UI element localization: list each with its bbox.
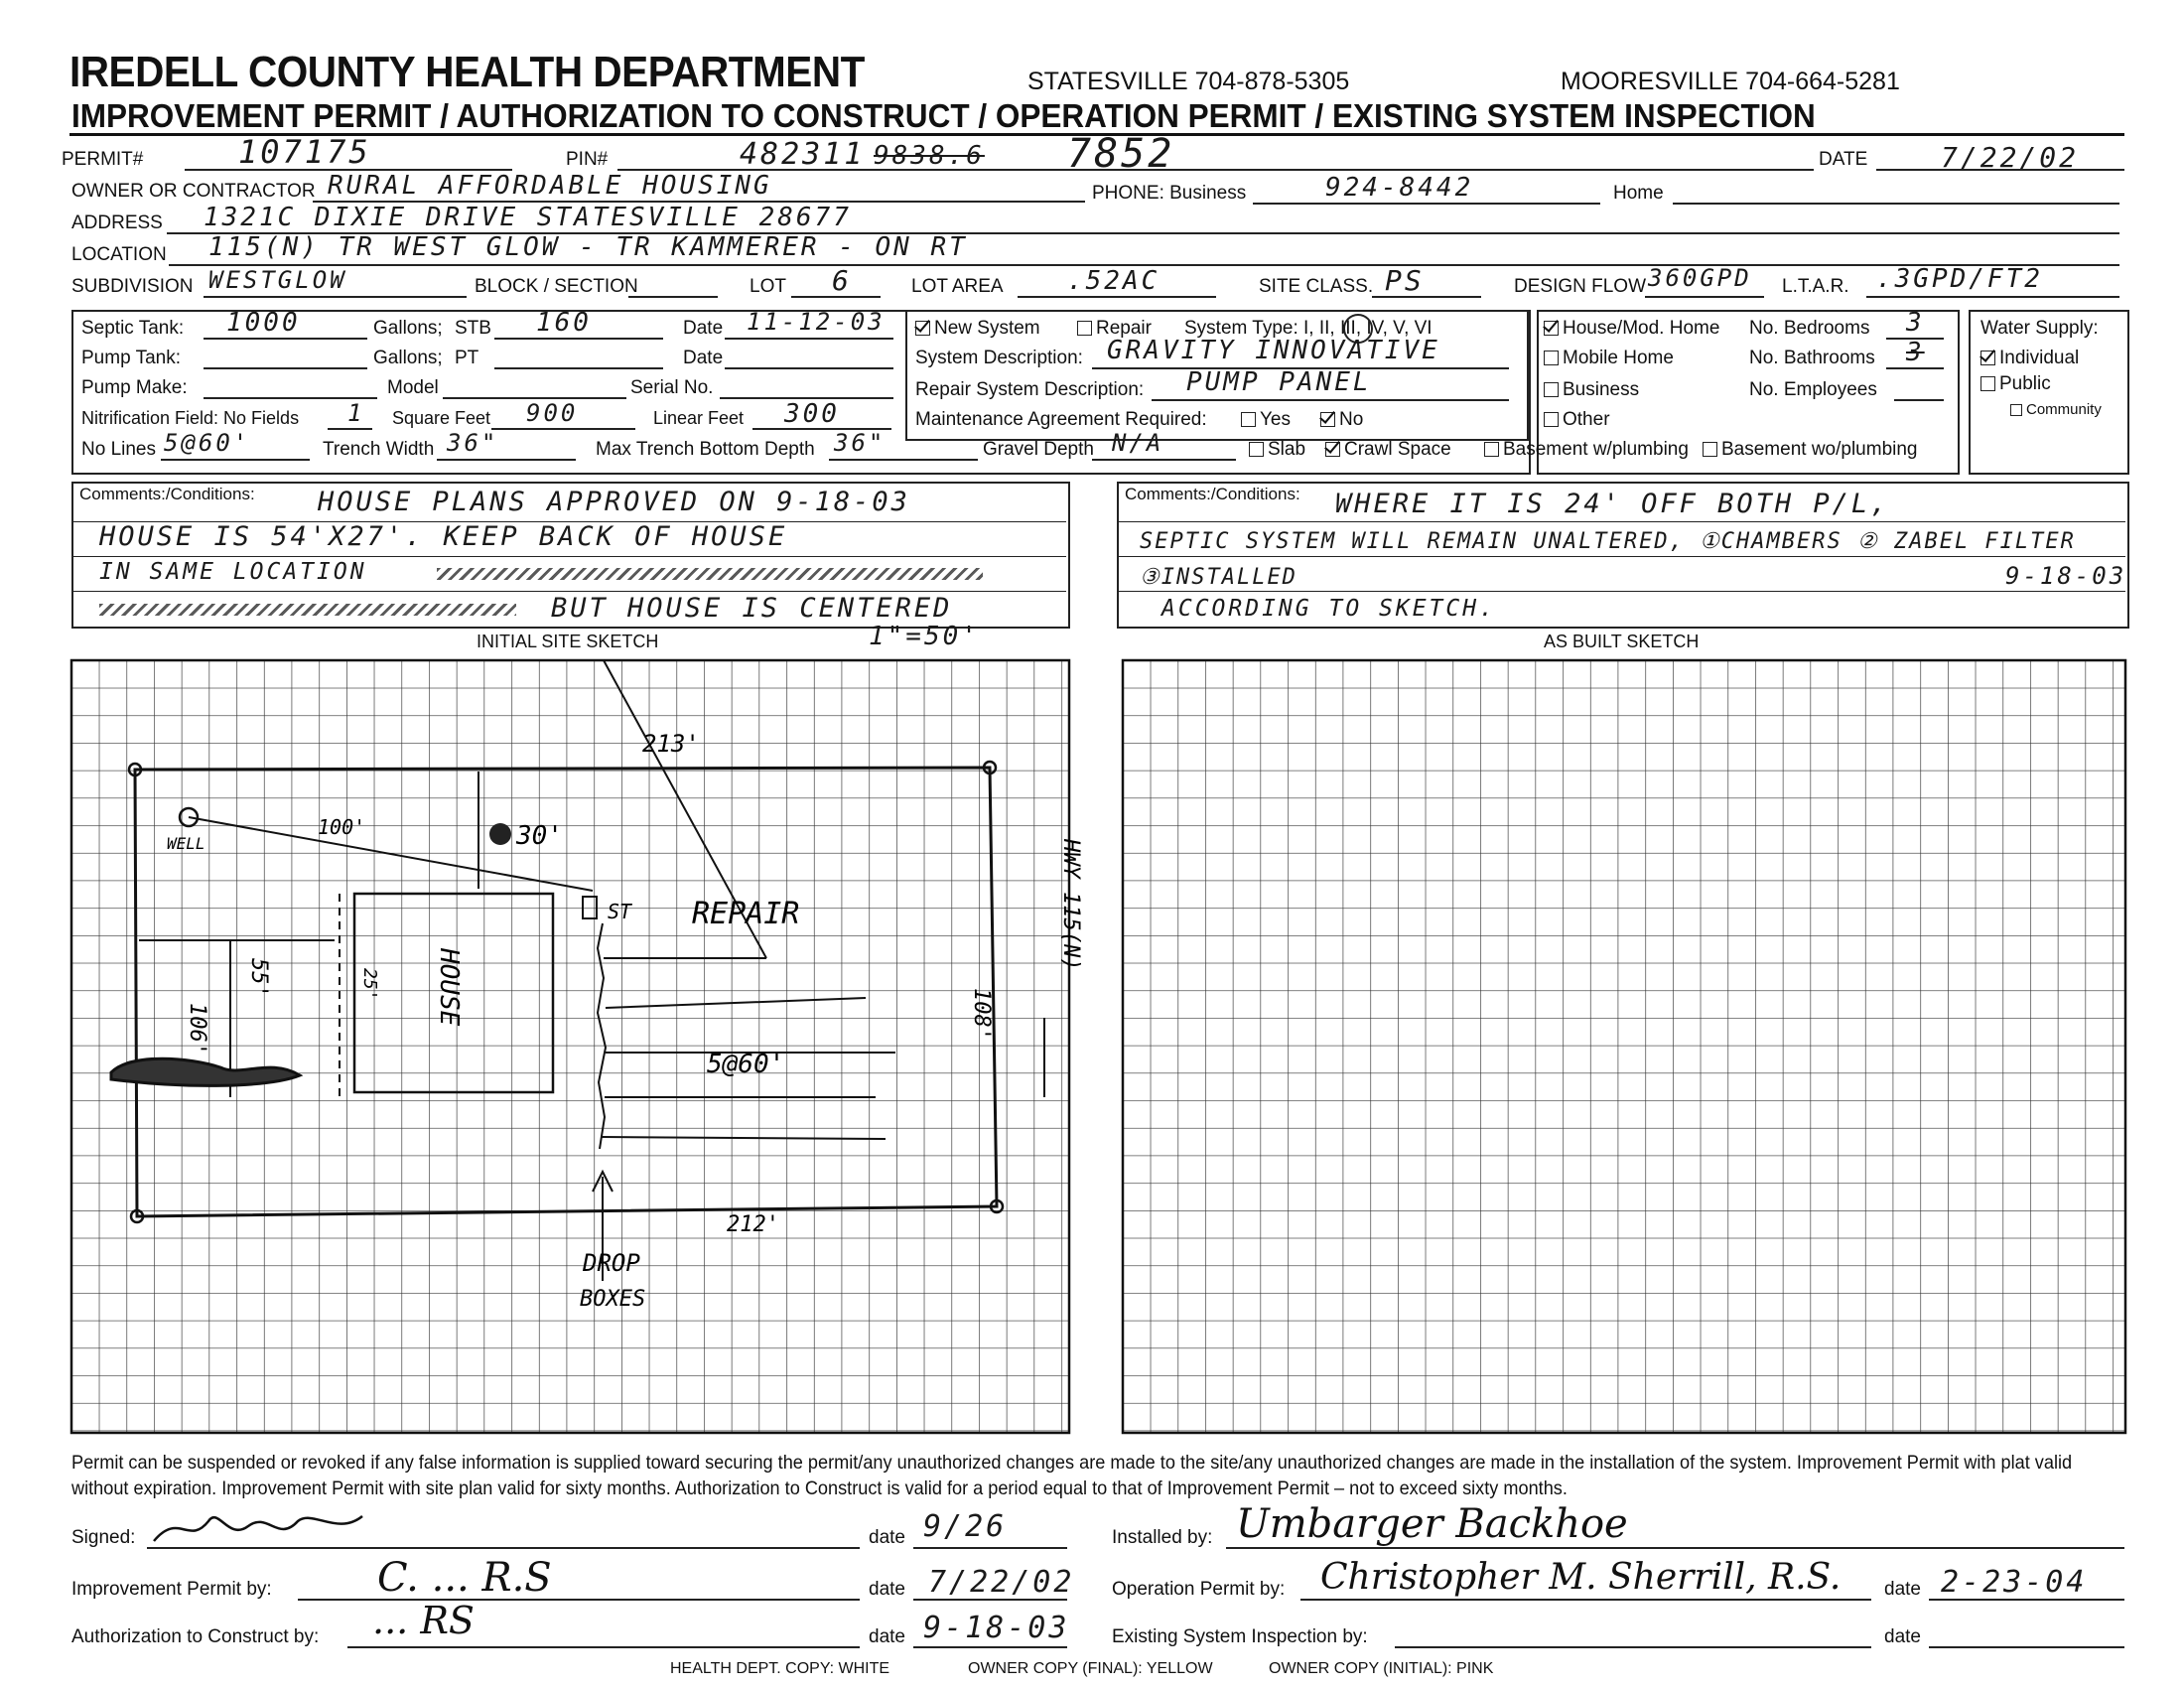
community-label: Community	[2026, 401, 2102, 418]
signed-date-value: 9/26	[923, 1509, 1008, 1544]
lines-label: 5@60'	[707, 1050, 785, 1079]
installed-value: Umbarger Backhoe	[1236, 1501, 1628, 1547]
statesville-phone: STATESVILLE 704-878-5305	[1027, 68, 1350, 95]
pt-label: PT	[455, 348, 479, 368]
atc-signature: ... RS	[372, 1599, 475, 1642]
trench-value: 36"	[447, 429, 499, 457]
design-flow-value: 360GPD	[1648, 264, 1752, 292]
linear-value: 300	[784, 399, 840, 429]
dim-right: 108'	[969, 988, 994, 1041]
location-label: LOCATION	[71, 244, 167, 265]
permit-date: 7/22/02	[1941, 141, 2080, 174]
department-title: IREDELL COUNTY HEALTH DEPARTMENT	[69, 48, 865, 96]
installed-label: Installed by:	[1112, 1527, 1213, 1548]
atc-label: Authorization to Construct by:	[71, 1626, 320, 1647]
sys-desc-label: System Description:	[915, 348, 1083, 368]
gravel-label: Gravel Depth	[983, 439, 1094, 460]
as-built-sketch-title: AS BUILT SKETCH	[1544, 632, 1700, 651]
comments-right-label: Comments:/Conditions:	[1125, 485, 1300, 503]
date-label: DATE	[1819, 149, 1868, 170]
dim-55: 55'	[246, 958, 271, 998]
esi-label: Existing System Inspection by:	[1112, 1626, 1368, 1647]
comments-left-label: Comments:/Conditions:	[79, 485, 255, 503]
individual-checkbox[interactable]	[1980, 348, 2079, 369]
site-class-label: SITE CLASS.	[1259, 276, 1374, 297]
owner-signature	[149, 1501, 367, 1551]
public-label: Public	[1999, 373, 2051, 394]
as-built-grid	[1123, 660, 2125, 1433]
bathrooms-value: 3	[1906, 338, 1925, 367]
pump-date-label: Date	[683, 348, 724, 368]
individual-label: Individual	[1999, 348, 2080, 368]
op-date-value: 2-23-04	[1941, 1565, 2088, 1600]
owner-label: OWNER OR CONTRACTOR	[71, 181, 316, 202]
operation-permit-label: Operation Permit by:	[1112, 1579, 1286, 1600]
pump-tank-label: Pump Tank:	[81, 348, 181, 368]
stb-label: STB	[455, 318, 491, 339]
mobile-checkbox[interactable]	[1544, 348, 1674, 369]
subdivision-value: WESTGLOW	[208, 266, 347, 294]
owner-value: RURAL AFFORDABLE HOUSING	[328, 171, 772, 201]
well-distance: 100'	[318, 815, 366, 839]
improvement-permit-label: Improvement Permit by:	[71, 1579, 272, 1600]
comment-right-line-1: WHERE IT IS 24' OFF BOTH P/L,	[1335, 489, 1890, 519]
house-label: HOUSE	[434, 948, 464, 1027]
atc-date-value: 9-18-03	[923, 1611, 1070, 1645]
repair-desc-value: PUMP PANEL	[1186, 367, 1372, 397]
house-mod-checkbox[interactable]	[1544, 318, 1719, 340]
mooresville-phone: MOORESVILLE 704-664-5281	[1561, 68, 1900, 95]
bathrooms-label: No. Bathrooms	[1749, 348, 1875, 368]
septic-tank-value: 1000	[226, 308, 301, 338]
copy-white: HEALTH DEPT. COPY: WHITE	[670, 1660, 890, 1677]
maint-yes-checkbox[interactable]	[1241, 409, 1291, 431]
operation-permit-signature: Christopher M. Sherrill, R.S.	[1320, 1557, 1842, 1598]
initial-sketch-title: INITIAL SITE SKETCH	[477, 632, 659, 651]
ltar-label: L.T.A.R.	[1782, 276, 1849, 297]
imp-date-label: date	[869, 1579, 905, 1600]
ltar-value: .3GPD/FT2	[1876, 264, 2043, 294]
sqft-value: 900	[526, 399, 579, 427]
permit-number: 107175	[238, 133, 371, 171]
slab-checkbox[interactable]	[1249, 439, 1305, 461]
comment-left-line-3: IN SAME LOCATION	[99, 559, 367, 585]
block-label: BLOCK / SECTION	[475, 276, 638, 297]
dim-bottom: 212'	[727, 1212, 779, 1237]
comment-left-line-4: BUT HOUSE IS CENTERED	[551, 593, 953, 624]
model-label: Model	[387, 377, 439, 398]
septic-gallons-label: Gallons;	[373, 318, 443, 339]
repair-desc-label: Repair System Description:	[915, 379, 1145, 400]
comment-right-line-2: SEPTIC SYSTEM WILL REMAIN UNALTERED, ①CHAMBERS ② ZABEL FILTER ③INSTALLED	[1140, 529, 2076, 590]
well-label: WELL	[167, 834, 205, 853]
drop-label: DROP	[583, 1249, 640, 1277]
dim-top: 213'	[642, 730, 700, 758]
road-hwy: HWY 115(N)	[1058, 839, 1083, 971]
maint-label: Maintenance Agreement Required:	[915, 409, 1207, 430]
system-type-label: System Type: I, II, III, IV, V, VI	[1184, 318, 1433, 339]
trench-label: Trench Width	[323, 439, 435, 460]
sketch-scale: 1"=50'	[869, 622, 980, 651]
maint-no-checkbox[interactable]	[1320, 409, 1363, 431]
business-checkbox[interactable]	[1544, 379, 1639, 401]
employees-label: No. Employees	[1749, 379, 1877, 400]
esi-date-label: date	[1884, 1626, 1921, 1647]
pin-struck: 9838.6	[874, 141, 985, 171]
lot-value: 6	[832, 264, 852, 297]
bedrooms-label: No. Bedrooms	[1749, 318, 1870, 339]
gravel-value: N/A	[1112, 429, 1164, 457]
pin-suffix: 7852	[1067, 131, 1175, 177]
lot-area-value: .52AC	[1067, 266, 1160, 296]
business-label: Business	[1563, 379, 1640, 400]
site-class-value: PS	[1385, 264, 1425, 297]
other-checkbox[interactable]	[1544, 409, 1610, 431]
linear-label: Linear Feet	[653, 408, 745, 428]
basement-wo-checkbox[interactable]	[1703, 439, 1918, 461]
dim-left: 106'	[185, 1003, 209, 1056]
nitrification-label: Nitrification Field: No Fields	[81, 408, 300, 428]
new-system-label: New System	[934, 318, 1040, 339]
septic-tank-label: Septic Tank:	[81, 318, 185, 339]
comment-right-line-3: ACCORDING TO SKETCH.	[1161, 596, 1496, 622]
community-checkbox[interactable]	[2010, 401, 2102, 418]
comment-left-strike-2	[99, 604, 516, 616]
max-depth-label: Max Trench Bottom Depth	[596, 439, 815, 460]
boxes-label: BOXES	[580, 1287, 646, 1312]
comment-left-line-2: HOUSE IS 54'X27'. KEEP BACK OF HOUSE	[99, 521, 788, 552]
repair-label: Repair	[1096, 318, 1152, 339]
comment-left-line-1: HOUSE PLANS APPROVED ON 9-18-03	[318, 487, 910, 517]
signed-label: Signed:	[71, 1527, 136, 1548]
pump-gallons-label: Gallons;	[373, 348, 443, 368]
op-date-label: date	[1884, 1579, 1921, 1600]
copy-yellow: OWNER COPY (FINAL): YELLOW	[968, 1660, 1213, 1677]
lot-label: LOT	[750, 276, 786, 297]
home-label: Home	[1613, 183, 1664, 204]
initial-site-sketch	[71, 660, 1083, 1433]
tree-distance: 30'	[516, 821, 563, 851]
subdivision-label: SUBDIVISION	[71, 276, 194, 297]
comment-left-strike-1	[437, 568, 983, 580]
maint-no-label: No	[1339, 409, 1364, 430]
imp-date-value: 7/22/02	[928, 1565, 1075, 1600]
crawl-space-checkbox[interactable]	[1325, 439, 1451, 461]
no-lines-label: No Lines	[81, 439, 156, 460]
improvement-permit-signature: C. ... R.S	[377, 1555, 552, 1601]
basement-wo-label: Basement wo/plumbing	[1721, 439, 1918, 460]
basement-with-checkbox[interactable]	[1484, 439, 1689, 461]
repair-area-label: REPAIR	[692, 897, 800, 931]
septic-date-value: 11-12-03	[747, 308, 886, 336]
lot-area-label: LOT AREA	[911, 276, 1004, 297]
other-label: Other	[1563, 409, 1610, 430]
crawl-space-label: Crawl Space	[1344, 439, 1451, 460]
atc-date-label: date	[869, 1626, 905, 1647]
maint-yes-label: Yes	[1260, 409, 1291, 430]
design-flow-label: DESIGN FLOW	[1514, 276, 1647, 297]
stb-value: 160	[536, 308, 592, 338]
no-fields-value: 1	[347, 399, 365, 427]
phone-business: 924-8442	[1325, 173, 1474, 203]
new-system-checkbox[interactable]	[915, 318, 1040, 340]
pin-number: 482311	[740, 137, 866, 172]
form-subtitle: IMPROVEMENT PERMIT / AUTHORIZATION TO CONSTRUCT / OPERATION PERMIT / EXISTING SYSTEM INSPECTION	[71, 97, 1816, 134]
address-value: 1321C DIXIE DRIVE STATESVILLE 28677	[204, 203, 852, 232]
copy-pink: OWNER COPY (INITIAL): PINK	[1269, 1660, 1494, 1677]
bedrooms-value: 3	[1906, 308, 1925, 338]
public-checkbox[interactable]	[1980, 373, 2051, 395]
max-depth-value: 36"	[834, 429, 887, 457]
as-built-sketch	[1123, 660, 2125, 1433]
pump-make-label: Pump Make:	[81, 377, 188, 398]
phone-label: PHONE: Business	[1092, 183, 1247, 204]
comment-right-date: 9-18-03	[2005, 562, 2127, 590]
sketch-grid	[71, 660, 1069, 1433]
signed-date-label: date	[869, 1527, 905, 1548]
st-label: ST	[608, 900, 632, 923]
permit-label: PERMIT#	[62, 149, 144, 170]
house-mod-label: House/Mod. Home	[1563, 318, 1720, 339]
dim-25: 25'	[359, 968, 380, 1001]
sqft-label: Square Feet	[392, 408, 491, 428]
address-label: ADDRESS	[71, 212, 163, 233]
water-supply-label: Water Supply:	[1980, 318, 2099, 339]
tree-marker	[489, 823, 511, 845]
pin-label: PIN#	[566, 149, 609, 170]
septic-date-label: Date	[683, 318, 724, 339]
serial-label: Serial No.	[630, 377, 714, 398]
mobile-label: Mobile Home	[1563, 348, 1674, 368]
location-value: 115(N) TR WEST GLOW - TR KAMMERER - ON RT	[208, 232, 968, 262]
basement-with-label: Basement w/plumbing	[1503, 439, 1689, 460]
slab-label: Slab	[1268, 439, 1306, 460]
no-lines-value: 5@60'	[164, 429, 251, 457]
permit-notice: Permit can be suspended or revoked if any false information is supplied toward securing the permit/any unauthorized changes are made to the site/any unauthorized changes are made in the installation of the system. Improvement Permit with plat valid without expiration. Improvement Permit with site plan valid for sixty months. Authorization to Construct is valid for a period equal to that of Improvement Permit – not to exceed sixty months.	[71, 1452, 2073, 1499]
sys-desc-value: GRAVITY INNOVATIVE	[1107, 336, 1440, 365]
